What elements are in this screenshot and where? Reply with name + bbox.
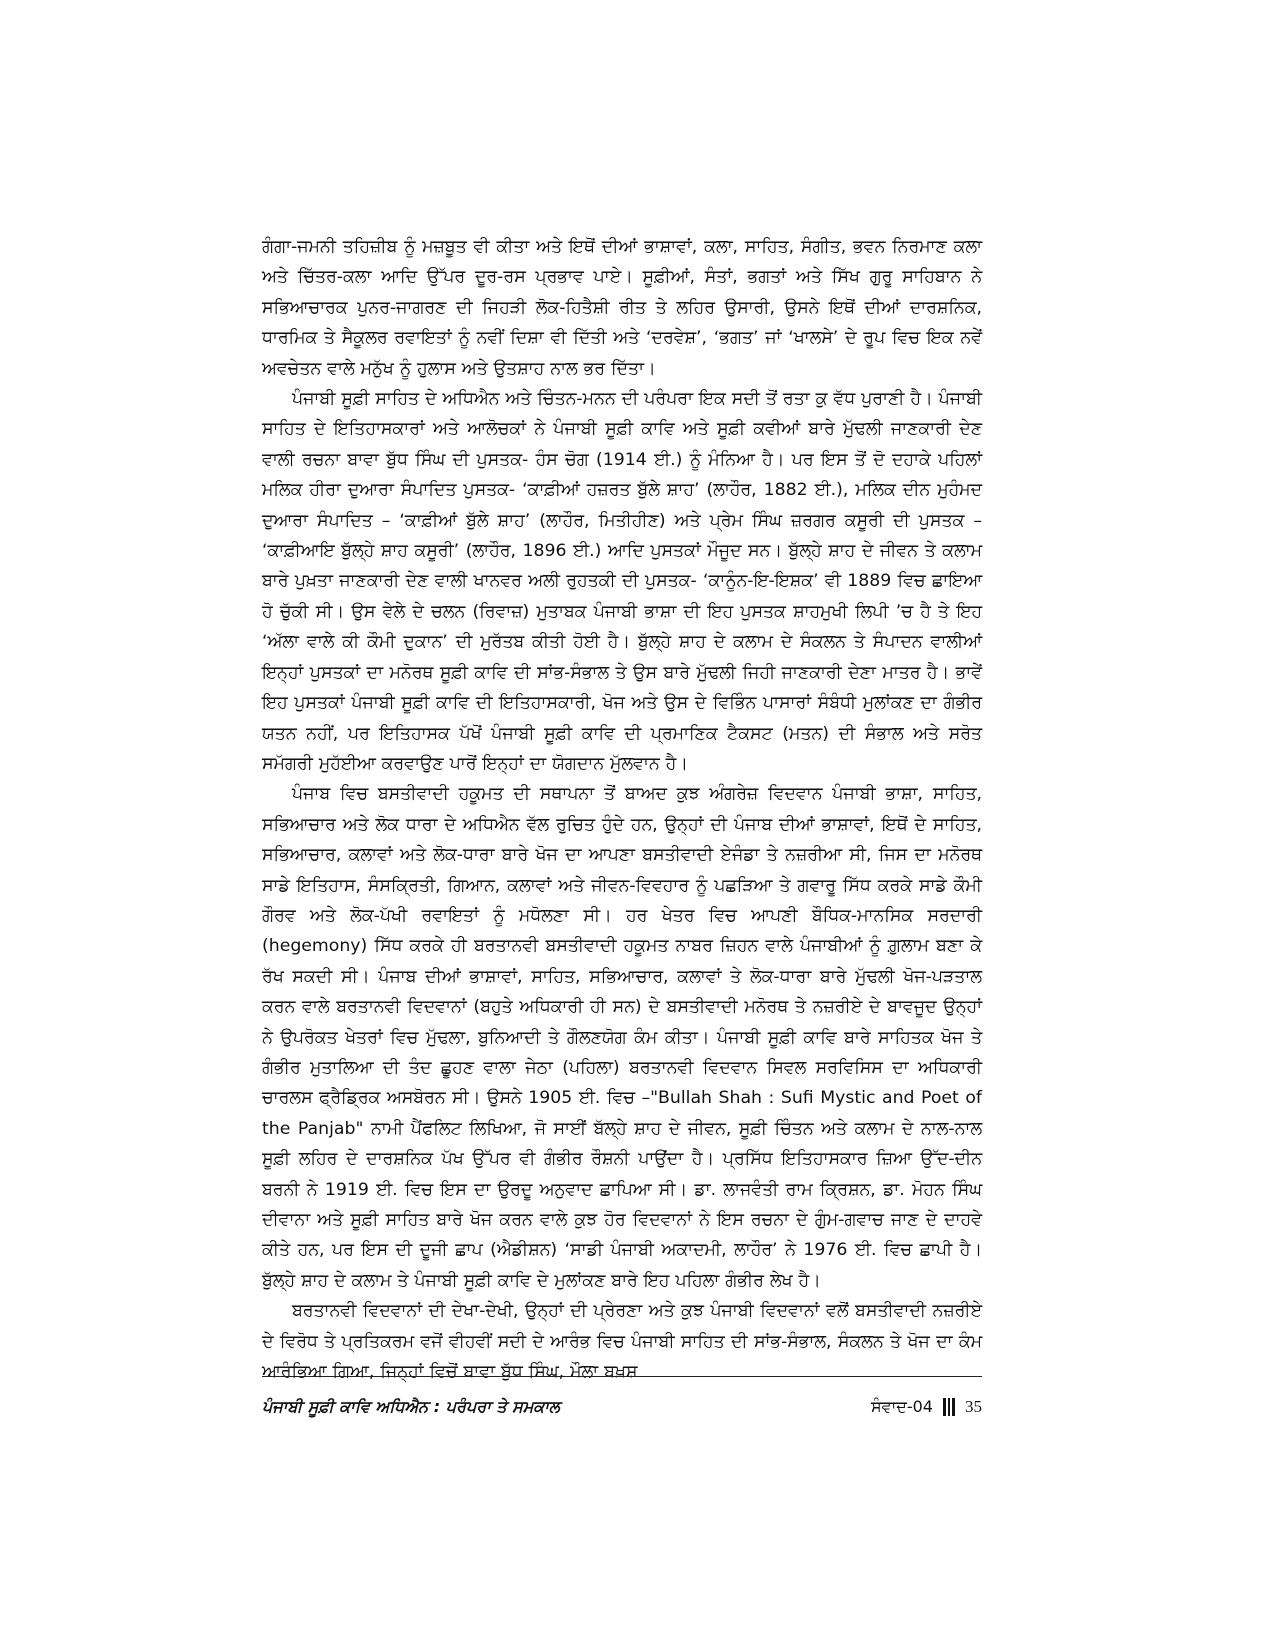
paragraph-4: ਬਰਤਾਨਵੀ ਵਿਦਵਾਨਾਂ ਦੀ ਦੇਖਾ-ਦੇਖੀ, ਉਨ੍ਹਾਂ ਦੀ ਪ੍ਰੇਰਣਾ ਅਤੇ ਕੁਝ ਪੰਜਾਬੀ ਵਿਦਵਾਨਾਂ ਵਲੋਂ ਬਸਤੀਵਾਦੀ ਨਜ਼ਰੀਏ ਦੇ ਵਿਰੋਧ ਤੇ ਪ੍ਰਤਿਕਰਮ ਵਜੋਂ ਵੀਹਵੀਂ ਸਦੀ ਦੇ ਆਰੰਭ ਵਿਚ ਪੰਜਾਬੀ ਸਾਹਿਤ ਦੀ ਸਾਂਭ-ਸੰਭਾਲ, ਸੰਕਲਨ ਤੇ ਖੋਜ ਦਾ ਕੰਮ ਆਰੰਭਿਆ ਗਿਆ, ਜਿਨ੍ਹਾਂ ਵਿਚੋਂ ਬਾਵਾ ਬੁੱਧ ਸਿੰਘ, ਮੌਲਾ ਬਖ਼ਸ਼ <box>262 1301 982 1383</box>
footer-right <box>871 1392 982 1422</box>
issue-label: ਸੰਵਾਦ-04 <box>871 1397 933 1416</box>
paragraph-3: ਪੰਜਾਬ ਵਿਚ ਬਸਤੀਵਾਦੀ ਹਕੂਮਤ ਦੀ ਸਥਾਪਨਾ ਤੋਂ ਬਾਅਦ ਕੁਝ ਅੰਗਰੇਜ਼ ਵਿਦਵਾਨ ਪੰਜਾਬੀ ਭਾਸ਼ਾ, ਸਾਹਿਤ, ਸਭਿਆਚਾਰ ਅਤੇ ਲੋਕ ਧਾਰਾ ਦੇ ਅਧਿਐਨ ਵੱਲ ਰੁਚਿਤ ਹੁੰਦੇ ਹਨ, ਉਨ੍ਹਾਂ ਦੀ ਪੰਜਾਬ ਦੀਆਂ ਭਾਸ਼ਾਵਾਂ, ਇਥੋਂ ਦੇ ਸਾਹਿਤ, ਸਭਿਆਚਾਰ, ਕਲਾਵਾਂ ਅਤੇ ਲੋਕ-ਧਾਰਾ ਬਾਰੇ ਖੋਜ ਦਾ ਆਪਣਾ ਬਸਤੀਵਾਦੀ ਏਜੰਡਾ ਤੇ ਨਜ਼ਰੀਆ ਸੀ, ਜਿਸ ਦਾ ਮਨੋਰਥ ਸਾਡੇ ਇਤਿਹਾਸ, ਸੰਸਕ੍ਰਿਤੀ, ਗਿਆਨ, ਕਲਾਵਾਂ ਅਤੇ ਜੀਵਨ-ਵਿਵਹਾਰ ਨੂੰ ਪਛੜਿਆ ਤੇ ਗਵਾਰੂ ਸਿੱਧ ਕਰਕੇ ਸਾਡੇ ਕੌਮੀ ਗੌਰਵ ਅਤੇ ਲੋਕ-ਪੱਖੀ ਰਵਾਇਤਾਂ ਨੂੰ ਮਧੋਲਣਾ ਸੀ। ਹਰ ਖੇਤਰ ਵਿਚ ਆਪਣੀ ਬੌਧਿਕ-ਮਾਨਸਿਕ ਸਰਦਾਰੀ (hegemony) ਸਿੱਧ ਕਰਕੇ ਹੀ ਬਰਤਾਨਵੀ ਬਸਤੀਵਾਦੀ ਹਕੂਮਤ ਨਾਬਰ ਜ਼ਿਹਨ ਵਾਲੇ ਪੰਜਾਬੀਆਂ ਨੂੰ ਗ਼ੁਲਾਮ ਬਣਾ ਕੇ ਰੱਖ ਸਕਦੀ ਸੀ। ਪੰਜਾਬ ਦੀਆਂ ਭਾਸ਼ਾਵਾਂ, ਸਾਹਿਤ, ਸਭਿਆਚਾਰ, ਕਲਾਵਾਂ ਤੇ ਲੋਕ-ਧਾਰਾ ਬਾਰੇ ਮੁੱਢਲੀ ਖੋਜ-ਪੜਤਾਲ ਕਰਨ ਵਾਲੇ ਬਰਤਾਨਵੀ ਵਿਦਵਾਨਾਂ (ਬਹੁਤੇ ਅਧਿਕਾਰੀ ਹੀ ਸਨ) ਦੇ ਬਸਤੀਵਾਦੀ ਮਨੋਰਥ ਤੇ ਨਜ਼ਰੀਏ ਦੇ ਬਾਵਜੂਦ ਉਨ੍ਹਾਂ ਨੇ ਉਪਰੋਕਤ ਖੇਤਰਾਂ ਵਿਚ ਮੁੱਢਲਾ, ਬੁਨਿਆਦੀ ਤੇ ਗੌਲਣਯੋਗ ਕੰਮ ਕੀਤਾ। ਪੰਜਾਬੀ ਸੂਫ਼ੀ ਕਾਵਿ ਬਾਰੇ ਸਾਹਿਤਕ ਖੋਜ ਤੇ ਗੰਭੀਰ ਮੁਤਾਲਿਆ ਦੀ ਤੰਦ ਛੂਹਣ ਵਾਲਾ ਜੇਠਾ (ਪਹਿਲਾ) ਬਰਤਾਨਵੀ ਵਿਦਵਾਨ ਸਿਵਲ ਸਰਵਿਸਿਸ ਦਾ ਅਧਿਕਾਰੀ ਚਾਰਲਸ ਫ੍ਰੈਡ੍ਰਿਕ ਅਸਬੋਰਨ ਸੀ। ਉਸਨੇ 1905 ਈ. ਵਿਚ –"Bullah Shah : Sufi Mystic and Poet of the Panjab" ਨਾਮੀ ਪੈਂਫਲਿਟ ਲਿਖਿਆ, ਜੋ ਸਾਈਂ ਬੱਲ੍ਹੇ ਸ਼ਾਹ ਦੇ ਜੀਵਨ, ਸੂਫ਼ੀ ਚਿੰਤਨ ਅਤੇ ਕਲਾਮ ਦੇ ਨਾਲ-ਨਾਲ ਸੂਫ਼ੀ ਲਹਿਰ ਦੇ ਦਾਰਸ਼ਨਿਕ ਪੱਖ ਉੱਪਰ ਵੀ ਗੰਭੀਰ ਰੌਸ਼ਨੀ ਪਾਉਂਦਾ ਹੈ। ਪ੍ਰਸਿੱਧ ਇਤਿਹਾਸਕਾਰ ਜ਼ਿਆ ਉੱਦ-ਦੀਨ ਬਰਨੀ ਨੇ 1919 ਈ. ਵਿਚ ਇਸ ਦਾ ਉਰਦੂ ਅਨੁਵਾਦ ਛਾਪਿਆ ਸੀ। ਡਾ. ਲਾਜਵੰਤੀ ਰਾਮ ਕ੍ਰਿਸ਼ਨ, ਡਾ. ਮੋਹਨ ਸਿੰਘ ਦੀਵਾਨਾ ਅਤੇ ਸੂਫ਼ੀ ਸਾਹਿਤ ਬਾਰੇ ਖੋਜ ਕਰਨ ਵਾਲੇ ਕੁਝ ਹੋਰ ਵਿਦਵਾਨਾਂ ਨੇ ਇਸ ਰਚਨਾ ਦੇ ਗੁੰਮ-ਗਵਾਚ ਜਾਣ ਦੇ ਦਾਹਵੇ ਕੀਤੇ ਹਨ, ਪਰ ਇਸ ਦੀ ਦੂਜੀ ਛਾਪ (ਐਡੀਸ਼ਨ) ‘ਸਾਡੀ ਪੰਜਾਬੀ ਅਕਾਦਮੀ, ਲਾਹੌਰ’ ਨੇ 1976 ਈ. ਵਿਚ ਛਾਪੀ ਹੈ। ਬੁੱਲ੍ਹੇ ਸ਼ਾਹ ਦੇ ਕਲਾਮ ਤੇ ਪੰਜਾਬੀ ਸੂਫ਼ੀ ਕਾਵਿ ਦੇ ਮੁਲਾਂਕਣ ਬਾਰੇ ਇਹ ਪਹਿਲਾ ਗੰਭੀਰ ਲੇਖ ਹੈ। <box>262 784 982 1291</box>
page-footer <box>262 1392 982 1422</box>
running-title: ਪੰਜਾਬੀ ਸੂਫ਼ੀ ਕਾਵਿ ਅਧਿਐਨ : ਪਰੰਪਰਾ ਤੇ ਸਮਕਾਲ <box>262 1397 560 1416</box>
article-body <box>262 232 982 1383</box>
paragraph-1: ਗੰਗਾ-ਜਮਨੀ ਤਹਿਜ਼ੀਬ ਨੂੰ ਮਜ਼ਬੂਤ ਵੀ ਕੀਤਾ ਅਤੇ ਇਥੋਂ ਦੀਆਂ ਭਾਸ਼ਾਵਾਂ, ਕਲਾ, ਸਾਹਿਤ, ਸੰਗੀਤ, ਭਵਨ ਨਿਰਮਾਣ ਕਲਾ ਅਤੇ ਚਿੱਤਰ-ਕਲਾ ਆਦਿ ਉੱਪਰ ਦੂਰ-ਰਸ ਪ੍ਰਭਾਵ ਪਾਏ। ਸੂਫ਼ੀਆਂ, ਸੰਤਾਂ, ਭਗਤਾਂ ਅਤੇ ਸਿੱਖ ਗੁਰੂ ਸਾਹਿਬਾਨ ਨੇ ਸਭਿਆਚਾਰਕ ਪੁਨਰ-ਜਾਗਰਣ ਦੀ ਜਿਹੜੀ ਲੋਕ-ਹਿਤੈਸ਼ੀ ਰੀਤ ਤੇ ਲਹਿਰ ਉਸਾਰੀ, ਉਸਨੇ ਇਥੋਂ ਦੀਆਂ ਦਾਰਸ਼ਨਿਕ, ਧਾਰਮਿਕ ਤੇ ਸੈਕੂਲਰ ਰਵਾਇਤਾਂ ਨੂੰ ਨਵੀਂ ਦਿਸ਼ਾ ਵੀ ਦਿੱਤੀ ਅਤੇ ‘ਦਰਵੇਸ਼’, ‘ਭਗਤ’ ਜਾਂ ‘ਖਾਲਸੇ’ ਦੇ ਰੂਪ ਵਿਚ ਇਕ ਨਵੇਂ ਅਵਚੇਤਨ ਵਾਲੇ ਮਨੁੱਖ ਨੂੰ ਹੁਲਾਸ ਅਤੇ ਉਤਸ਼ਾਹ ਨਾਲ ਭਰ ਦਿੱਤਾ। <box>262 237 982 379</box>
page-number: 35 <box>965 1397 982 1416</box>
footer-divider <box>262 1376 982 1377</box>
paragraph-2: ਪੰਜਾਬੀ ਸੂਫ਼ੀ ਸਾਹਿਤ ਦੇ ਅਧਿਐਨ ਅਤੇ ਚਿੰਤਨ-ਮਨਨ ਦੀ ਪਰੰਪਰਾ ਇਕ ਸਦੀ ਤੋਂ ਰਤਾ ਕੁ ਵੱਧ ਪੁਰਾਣੀ ਹੈ। ਪੰਜਾਬੀ ਸਾਹਿਤ ਦੇ ਇਤਿਹਾਸਕਾਰਾਂ ਅਤੇ ਆਲੋਚਕਾਂ ਨੇ ਪੰਜਾਬੀ ਸੂਫ਼ੀ ਕਾਵਿ ਅਤੇ ਸੂਫ਼ੀ ਕਵੀਆਂ ਬਾਰੇ ਮੁੱਢਲੀ ਜਾਣਕਾਰੀ ਦੇਣ ਵਾਲੀ ਰਚਨਾ ਬਾਵਾ ਬੁੱਧ ਸਿੰਘ ਦੀ ਪੁਸਤਕ- ਹੰਸ ਚੋਗ (1914 ਈ.) ਨੂੰ ਮੰਨਿਆ ਹੈ। ਪਰ ਇਸ ਤੋਂ ਦੋ ਦਹਾਕੇ ਪਹਿਲਾਂ ਮਲਿਕ ਹੀਰਾ ਦੁਆਰਾ ਸੰਪਾਦਿਤ ਪੁਸਤਕ- ‘ਕਾਫ਼ੀਆਂ ਹਜ਼ਰਤ ਬੁੱਲੇ ਸ਼ਾਹ’ (ਲਾਹੌਰ, 1882 ਈ.), ਮਲਿਕ ਦੀਨ ਮੁਹੰਮਦ ਦੁਆਰਾ ਸੰਪਾਦਿਤ – ‘ਕਾਫ਼ੀਆਂ ਬੁੱਲੇ ਸ਼ਾਹ’ (ਲਾਹੌਰ, ਮਿਤੀਹੀਣ) ਅਤੇ ਪ੍ਰੇਮ ਸਿੰਘ ਜ਼ਰਗਰ ਕਸੂਰੀ ਦੀ ਪੁਸਤਕ – ‘ਕਾਫ਼ੀਆਇ ਬੁੱਲ੍ਹੇ ਸ਼ਾਹ ਕਸੂਰੀ’ (ਲਾਹੌਰ, 1896 ਈ.) ਆਦਿ ਪੁਸਤਕਾਂ ਮੌਜੂਦ ਸਨ। ਬੁੱਲ੍ਹੇ ਸ਼ਾਹ ਦੇ ਜੀਵਨ ਤੇ ਕਲਾਮ ਬਾਰੇ ਪੁਖ਼ਤਾ ਜਾਣਕਾਰੀ ਦੇਣ ਵਾਲੀ ਖਾਨਵਰ ਅਲੀ ਰੁਹਤਕੀ ਦੀ ਪੁਸਤਕ- ‘ਕਾਨੂੰਨ-ਇ-ਇਸ਼ਕ’ ਵੀ 1889 ਵਿਚ ਛਾਇਆ ਹੋ ਚੁੱਕੀ ਸੀ। ਉਸ ਵੇਲੇ ਦੇ ਚਲਨ (ਰਿਵਾਜ਼) ਮੁਤਾਬਕ ਪੰਜਾਬੀ ਭਾਸ਼ਾ ਦੀ ਇਹ ਪੁਸਤਕ ਸ਼ਾਹਮੁਖੀ ਲਿਪੀ ’ਚ ਹੈ ਤੇ ਇਹ ‘ਅੱਲਾ ਵਾਲੇ ਕੀ ਕੌਮੀ ਦੁਕਾਨ’ ਦੀ ਮੁਰੱਤਬ ਕੀਤੀ ਹੋਈ ਹੈ। ਬੁੱਲ੍ਹੇ ਸ਼ਾਹ ਦੇ ਕਲਾਮ ਦੇ ਸੰਕਲਨ ਤੇ ਸੰਪਾਦਨ ਵਾਲੀਆਂ ਇਨ੍ਹਾਂ ਪੁਸਤਕਾਂ ਦਾ ਮਨੋਰਥ ਸੂਫ਼ੀ ਕਾਵਿ ਦੀ ਸਾਂਭ-ਸੰਭਾਲ ਤੇ ਉਸ ਬਾਰੇ ਮੁੱਢਲੀ ਜਿਹੀ ਜਾਣਕਾਰੀ ਦੇਣਾ ਮਾਤਰ ਹੈ। ਭਾਵੇਂ ਇਹ ਪੁਸਤਕਾਂ ਪੰਜਾਬੀ ਸੂਫ਼ੀ ਕਾਵਿ ਦੀ ਇਤਿਹਾਸਕਾਰੀ, ਖੋਜ ਅਤੇ ਉਸ ਦੇ ਵਿਭਿੰਨ ਪਾਸਾਰਾਂ ਸੰਬੰਧੀ ਮੁਲਾਂਕਣ ਦਾ ਗੰਭੀਰ ਯਤਨ ਨਹੀਂ, ਪਰ ਇਤਿਹਾਸਕ ਪੱਖੋਂ ਪੰਜਾਬੀ ਸੂਫ਼ੀ ਕਾਵਿ ਦੀ ਪ੍ਰਮਾਣਿਕ ਟੈਕਸਟ (ਮਤਨ) ਦੀ ਸੰਭਾਲ ਅਤੇ ਸਰੋਤ ਸਮੱਗਰੀ ਮੁਹੱਈਆ ਕਰਵਾਉਣ ਪਾਰੋਂ ਇਨ੍ਹਾਂ ਦਾ ਯੋਗਦਾਨ ਮੁੱਲਵਾਨ ਹੈ। <box>262 389 982 774</box>
barcode-mark-icon <box>943 1398 955 1416</box>
